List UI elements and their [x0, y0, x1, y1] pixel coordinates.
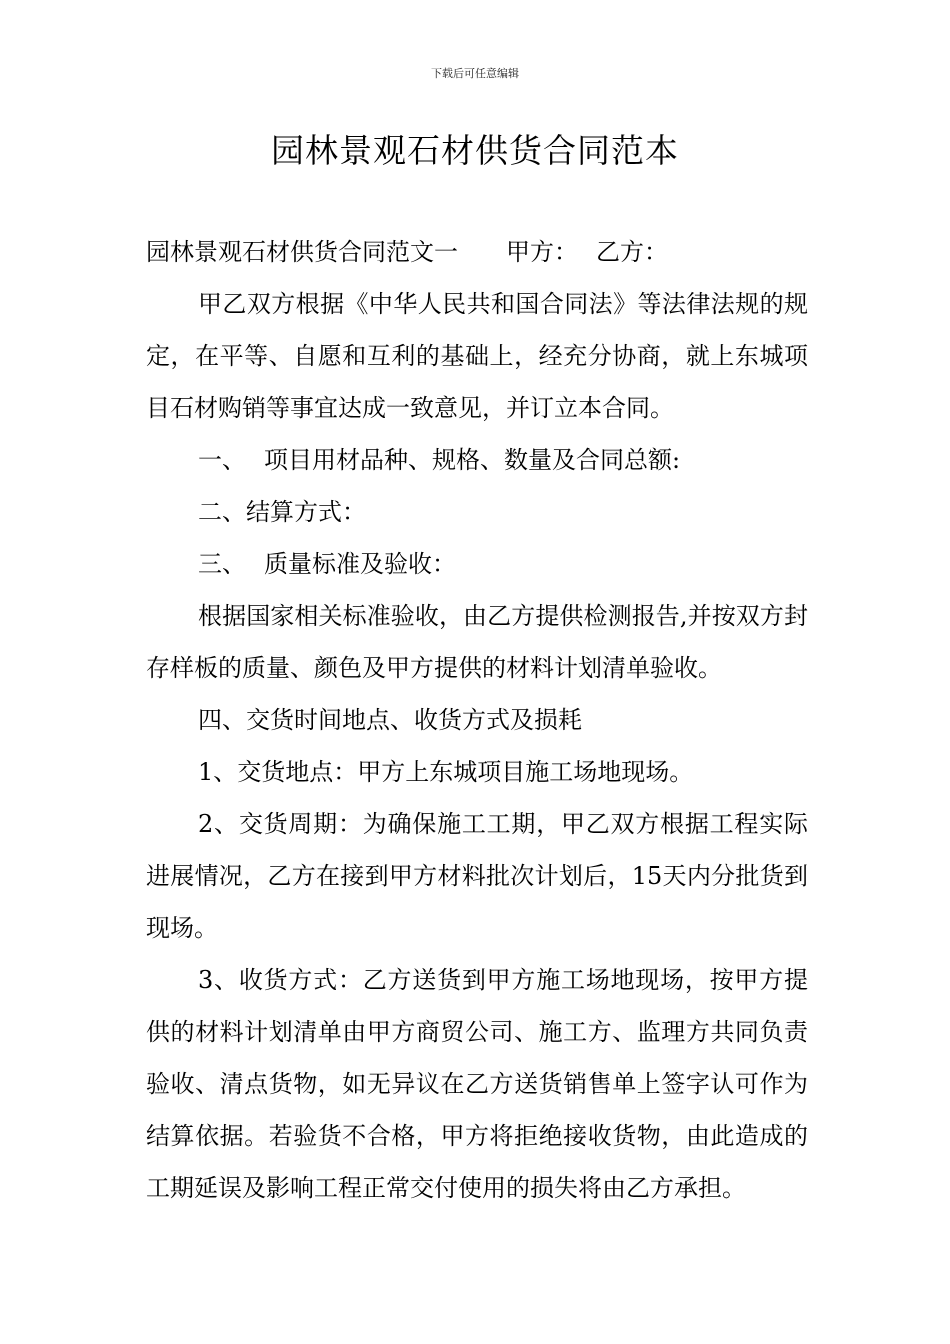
document-title: 园林景观石材供货合同范本 [271, 131, 679, 170]
section-1-heading [146, 434, 808, 486]
section-2-heading: 二、结算方式： [198, 498, 366, 526]
document-body [146, 226, 808, 1214]
section-1-number: 一、 [198, 446, 246, 474]
delivery-period-item: 2、交货周期：为确保施工工期，甲乙双方根据工程实际进展情况，乙方在接到甲方材料批次计划后，15天内分批货到现场。 [146, 810, 808, 942]
intro-line [146, 226, 808, 278]
section-1-title: 项目用材品种、规格、数量及合同总额: [264, 446, 681, 474]
party-b-label: 乙方： [596, 238, 668, 266]
preamble-paragraph: 甲乙双方根据《中华人民共和国合同法》等法律法规的规定，在平等、自愿和互利的基础上，经充分协商，就上东城项目石材购销等事宜达成一致意见，并订立本合同。 [146, 290, 808, 422]
section-3-title: 质量标准及验收： [264, 550, 456, 578]
receiving-method-item: 3、收货方式：乙方送货到甲方施工场地现场，按甲方提供的材料计划清单由甲方商贸公司、施工方、监理方共同负责验收、清点货物，如无异议在乙方送货销售单上签字认可作为结算依据。若验货不合格，甲方将拒绝接收货物，由此造成的工期延误及影响工程正常交付使用的损失将由乙方承担。 [146, 966, 808, 1202]
section-3-heading [146, 538, 808, 590]
section-4-heading: 四、交货时间地点、收货方式及损耗 [198, 706, 582, 734]
party-a-label: 甲方： [506, 238, 578, 266]
quality-paragraph: 根据国家相关标准验收，由乙方提供检测报告,并按双方封存样板的质量、颜色及甲方提供的材料计划清单验收。 [146, 602, 808, 682]
header-note: 下载后可任意编辑 [431, 67, 519, 80]
contract-name: 园林景观石材供货合同范文一 [146, 238, 458, 266]
delivery-location-item: 1、交货地点：甲方上东城项目施工场地现场。 [198, 758, 694, 786]
section-3-number: 三、 [198, 550, 246, 578]
